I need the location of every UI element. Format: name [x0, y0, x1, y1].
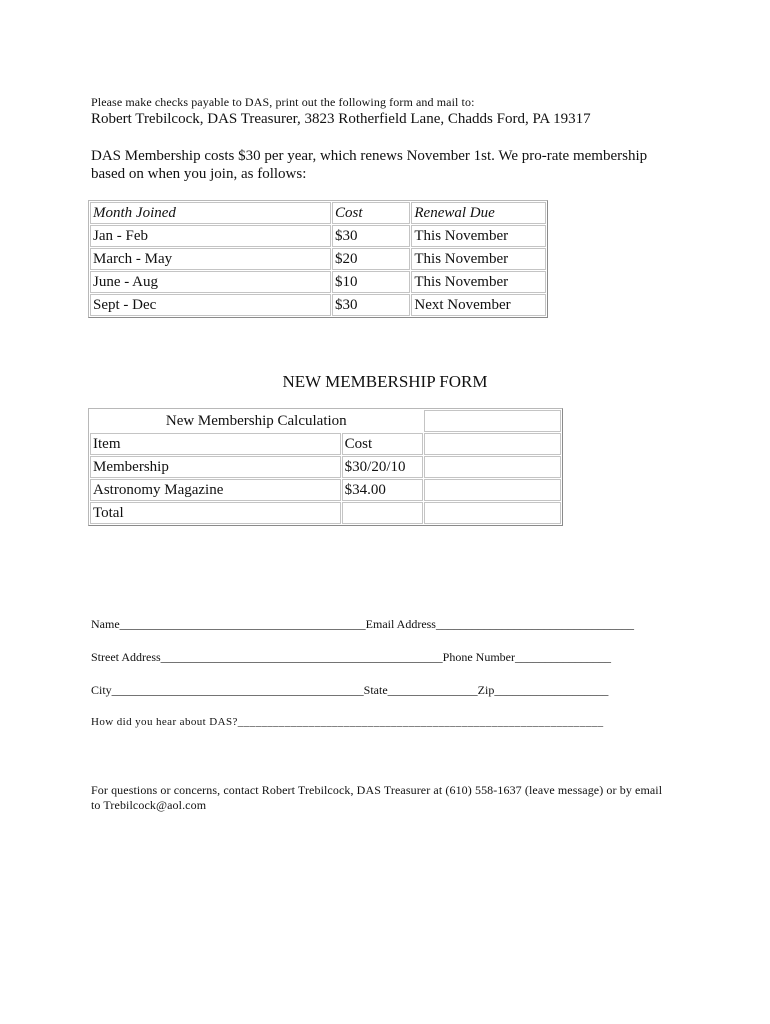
street-address-label: Street Address: [91, 650, 161, 664]
membership-calculation-table: [88, 408, 563, 526]
table-row: [90, 225, 546, 247]
street-row: [91, 650, 611, 665]
intro-line-1: DAS Membership costs $30 per year, which renews November 1st. We pro-rate membership: [91, 148, 648, 164]
calc-cell-amount[interactable]: [424, 479, 561, 501]
rate-cell-month: March - May: [90, 248, 331, 270]
calc-table-header-row: [90, 433, 561, 455]
state-blank[interactable]: _______________: [387, 683, 478, 697]
referral-blank[interactable]: ______________________________________________________________: [237, 716, 604, 728]
name-row: [91, 617, 634, 632]
table-row: [90, 271, 546, 293]
calc-cell-amount[interactable]: [424, 456, 561, 478]
rate-header-month: Month Joined: [90, 202, 331, 224]
membership-rate-table: [88, 200, 548, 318]
calc-cell-item: Membership: [90, 456, 341, 478]
zip-blank[interactable]: ___________________: [494, 683, 609, 697]
calc-caption-blank: [424, 410, 561, 432]
name-blank[interactable]: _________________________________________: [119, 617, 366, 631]
calc-cell-item: Astronomy Magazine: [90, 479, 341, 501]
rate-cell-cost: $30: [332, 294, 410, 316]
city-blank[interactable]: __________________________________________: [111, 683, 364, 697]
email-label: Email Address: [365, 617, 436, 631]
calc-cell-cost[interactable]: [342, 502, 423, 524]
rate-cell-renewal: This November: [411, 271, 546, 293]
contact-line-2: to Trebilcock@aol.com: [91, 798, 207, 812]
table-row: [90, 248, 546, 270]
state-label: State: [363, 683, 388, 697]
rate-cell-renewal: Next November: [411, 294, 546, 316]
phone-number-label: Phone Number: [442, 650, 515, 664]
name-label: Name: [91, 617, 120, 631]
mailing-address: Robert Trebilcock, DAS Treasurer, 3823 Rotherfield Lane, Chadds Ford, PA 19317: [91, 111, 591, 127]
rate-cell-cost: $20: [332, 248, 410, 270]
phone-number-blank[interactable]: ________________: [514, 650, 611, 664]
rate-cell-month: June - Aug: [90, 271, 331, 293]
table-row: [90, 479, 561, 501]
calc-cell-amount[interactable]: [424, 502, 561, 524]
rate-cell-cost: $10: [332, 271, 410, 293]
payment-instruction: Please make checks payable to DAS, print out the following form and mail to:: [91, 95, 475, 109]
calc-cell-cost: $34.00: [342, 479, 423, 501]
rate-table-header-row: [90, 202, 546, 224]
rate-header-renewal: Renewal Due: [411, 202, 546, 224]
referral-row: [91, 716, 604, 728]
street-address-blank[interactable]: _______________________________________________: [160, 650, 443, 664]
calc-cell-cost: $30/20/10: [342, 456, 423, 478]
table-row: [90, 456, 561, 478]
city-label: City: [91, 683, 112, 697]
intro-line-2: based on when you join, as follows:: [91, 166, 307, 182]
city-row: [91, 683, 608, 698]
rate-cell-cost: $30: [332, 225, 410, 247]
rate-cell-month: Sept - Dec: [90, 294, 331, 316]
calc-table-caption-row: [90, 410, 561, 432]
calc-table-caption: New Membership Calculation: [165, 412, 347, 429]
referral-label: How did you hear about DAS?: [91, 716, 238, 728]
calc-header-amount[interactable]: [424, 433, 561, 455]
contact-line-1: For questions or concerns, contact Robert Trebilcock, DAS Treasurer at (610) 558-1637 (leave message) or by email: [91, 783, 663, 797]
zip-label: Zip: [477, 683, 495, 697]
rate-cell-month: Jan - Feb: [90, 225, 331, 247]
calc-cell-item: Total: [90, 502, 341, 524]
calc-header-cost: Cost: [342, 433, 423, 455]
email-blank[interactable]: _________________________________: [435, 617, 634, 631]
calc-header-item: Item: [90, 433, 341, 455]
rate-cell-renewal: This November: [411, 248, 546, 270]
table-row: [90, 294, 546, 316]
rate-cell-renewal: This November: [411, 225, 546, 247]
rate-header-cost: Cost: [332, 202, 410, 224]
form-title: NEW MEMBERSHIP FORM: [282, 372, 488, 391]
table-row: [90, 502, 561, 524]
